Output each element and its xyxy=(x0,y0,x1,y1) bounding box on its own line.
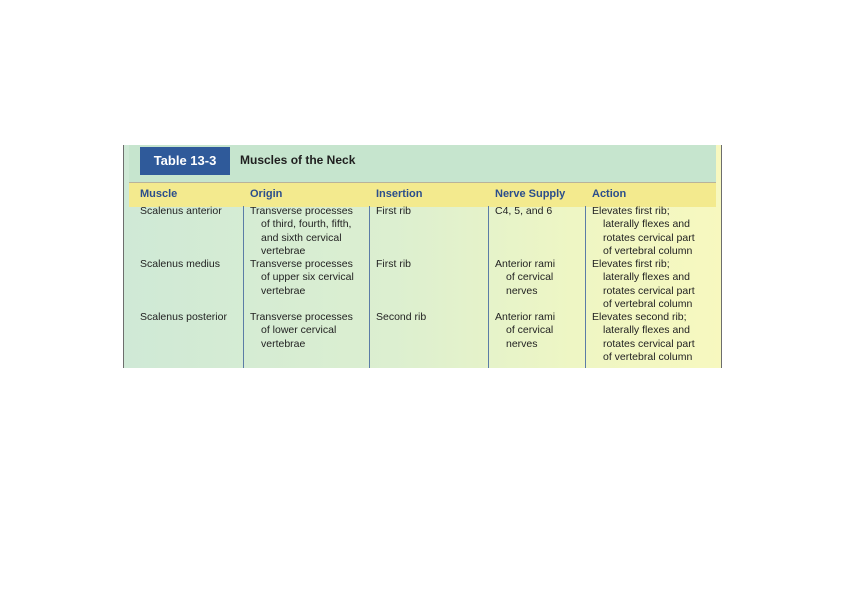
header-insertion: Insertion xyxy=(376,188,423,200)
cell-origin: Transverse processes of third, fourth, fifth, and sixth cervical vertebrae xyxy=(250,205,353,257)
cell-origin: Transverse processes of upper six cervical vertebrae xyxy=(250,258,354,297)
cell-action: Elevates first rib; laterally flexes and rotates cervical part of vertebral column xyxy=(592,205,695,257)
header-muscle: Muscle xyxy=(140,188,178,200)
cell-insertion: First rib xyxy=(376,205,411,217)
column-divider xyxy=(585,206,586,368)
cell-nerve-supply: C4, 5, and 6 xyxy=(495,205,553,217)
cell-muscle: Scalenus posterior xyxy=(140,311,227,323)
cell-nerve-supply: Anterior rami of cervical nerves xyxy=(495,258,556,297)
table-left-border xyxy=(123,145,124,368)
header-nerve-supply: Nerve Supply xyxy=(495,188,566,200)
cell-insertion: First rib xyxy=(376,258,411,270)
table-right-border xyxy=(721,145,722,368)
header-action: Action xyxy=(592,188,627,200)
cell-action: Elevates second rib; laterally flexes and rotates cervical part of vertebral column xyxy=(592,311,695,363)
cell-muscle: Scalenus medius xyxy=(140,258,220,270)
cell-nerve-supply: Anterior rami of cervical nerves xyxy=(495,311,556,350)
column-divider xyxy=(488,206,489,368)
column-divider xyxy=(243,206,244,368)
cell-action: Elevates first rib; laterally flexes and rotates cervical part of vertebral column xyxy=(592,258,695,310)
cell-muscle: Scalenus anterior xyxy=(140,205,222,217)
header-origin: Origin xyxy=(250,188,283,200)
muscles-table xyxy=(123,145,722,368)
cell-origin: Transverse processes of lower cervical vertebrae xyxy=(250,311,353,350)
cell-insertion: Second rib xyxy=(376,311,427,323)
table-header-row xyxy=(129,182,716,207)
table-number-badge: Table 13-3 xyxy=(140,147,230,175)
table-caption: Muscles of the Neck xyxy=(240,153,356,167)
column-divider xyxy=(369,206,370,368)
table-title-bar xyxy=(129,145,716,182)
